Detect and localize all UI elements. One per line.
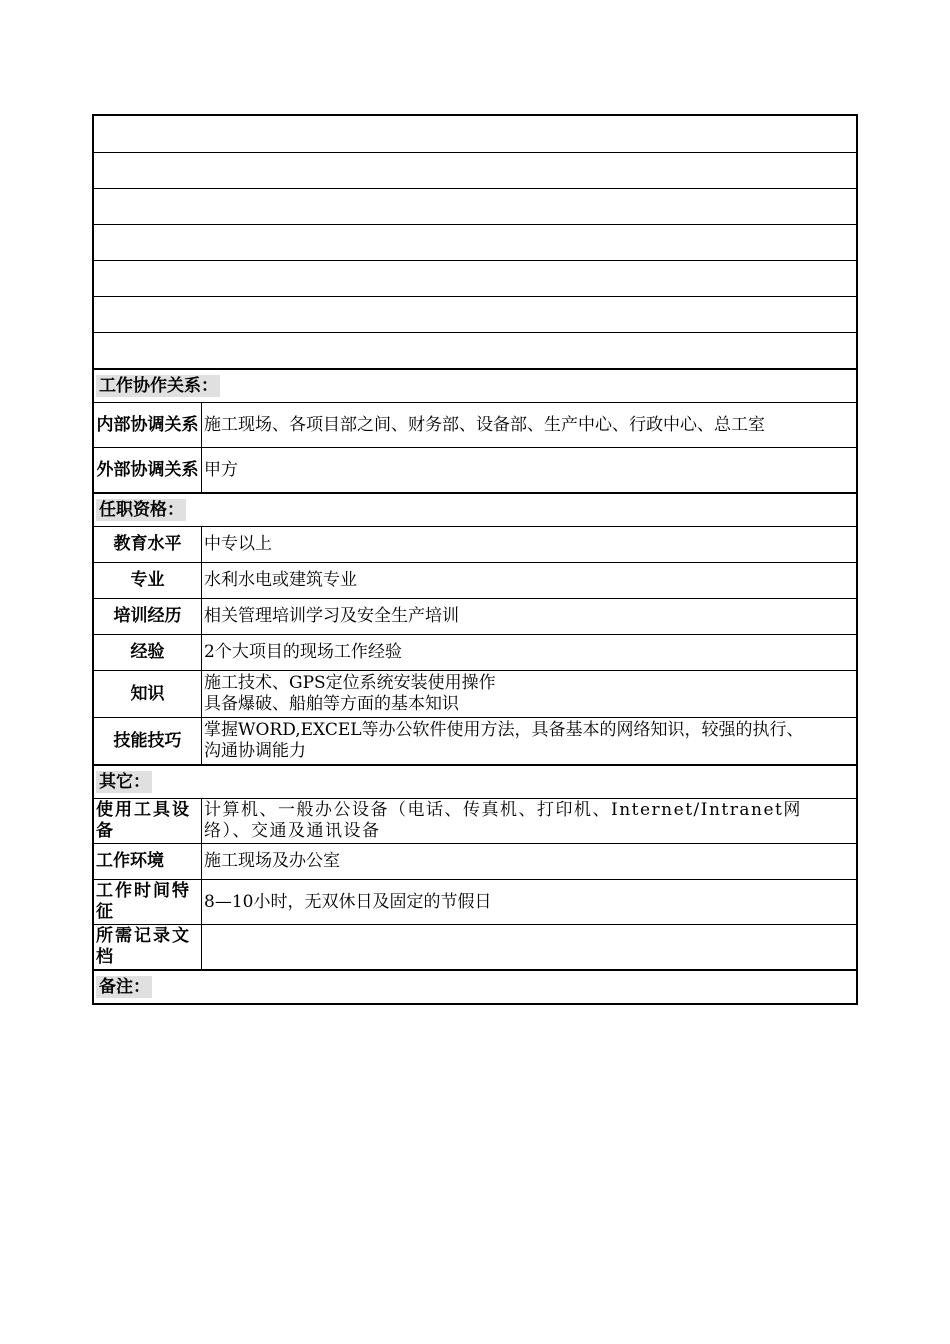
value-line: 掌握WORD,EXCEL等办公软件使用方法，具备基本的网络知识，较强的执行、 xyxy=(204,720,804,740)
row-label: 外部协调关系 xyxy=(94,448,202,492)
row-value xyxy=(202,527,856,562)
section-title: 任职资格： xyxy=(96,499,186,521)
section-title: 其它： xyxy=(96,771,152,793)
section-qualification xyxy=(94,492,856,526)
value-line: 沟通协调能力 xyxy=(204,741,306,761)
value-line: 2个大项目的现场工作经验 xyxy=(204,642,402,662)
row-value xyxy=(202,880,856,924)
table-row xyxy=(94,598,856,634)
blank-row xyxy=(94,332,856,368)
row-label: 教育水平 xyxy=(94,527,202,562)
value-line: 水利水电或建筑专业 xyxy=(204,570,357,590)
row-label: 工作环境 xyxy=(94,844,202,879)
table-row xyxy=(94,843,856,879)
row-label: 所需记录文档 xyxy=(94,925,202,969)
row-value: 甲方 xyxy=(204,459,238,480)
table-row xyxy=(94,402,856,447)
row-value xyxy=(202,563,856,598)
blank-row xyxy=(94,116,856,152)
section-remarks xyxy=(94,969,856,1003)
blank-row xyxy=(94,152,856,188)
job-description-table xyxy=(92,114,858,1005)
row-value: 施工现场、各项目部之间、财务部、设备部、生产中心、行政中心、总工室 xyxy=(204,414,765,435)
value-line: 8—10小时，无双休日及固定的节假日 xyxy=(204,891,492,912)
value-line: 具备爆破、船舶等方面的基本知识 xyxy=(204,694,459,714)
table-row xyxy=(94,447,856,492)
row-value xyxy=(202,799,856,843)
row-label: 使用工具设备 xyxy=(94,799,202,843)
table-row xyxy=(94,526,856,562)
value-line: 相关管理培训学习及安全生产培训 xyxy=(204,606,459,626)
table-row xyxy=(94,562,856,598)
row-label: 经验 xyxy=(94,635,202,670)
table-row xyxy=(94,924,856,969)
blank-row xyxy=(94,260,856,296)
section-title: 工作协作关系： xyxy=(96,375,220,397)
value-line: 施工现场及办公室 xyxy=(204,851,340,871)
value-line: 络）、交通及通讯设备 xyxy=(204,821,381,841)
blank-row xyxy=(94,188,856,224)
blank-row xyxy=(94,224,856,260)
row-label: 培训经历 xyxy=(94,599,202,634)
section-other xyxy=(94,764,856,798)
section-cooperation xyxy=(94,368,856,402)
row-value xyxy=(202,925,856,969)
table-row xyxy=(94,717,856,764)
table-row xyxy=(94,634,856,670)
row-value xyxy=(202,599,856,634)
row-label: 工作时间特征 xyxy=(94,880,202,924)
table-row xyxy=(94,670,856,717)
blank-row xyxy=(94,296,856,332)
row-value xyxy=(202,635,856,670)
table-row xyxy=(94,798,856,843)
row-value xyxy=(202,844,856,879)
value-line: 中专以上 xyxy=(204,534,272,554)
row-label: 专业 xyxy=(94,563,202,598)
row-label: 技能技巧 xyxy=(94,718,202,764)
section-title: 备注： xyxy=(96,976,152,998)
value-line: 施工技术、GPS定位系统安装使用操作 xyxy=(204,673,496,693)
table-row xyxy=(94,879,856,924)
row-label: 内部协调关系 xyxy=(94,403,202,447)
row-value xyxy=(202,718,856,764)
row-label: 知识 xyxy=(94,671,202,717)
value-line: 计算机、一般办公设备（电话、传真机、打印机、Internet/Intranet网 xyxy=(204,800,802,820)
row-value xyxy=(202,671,856,717)
